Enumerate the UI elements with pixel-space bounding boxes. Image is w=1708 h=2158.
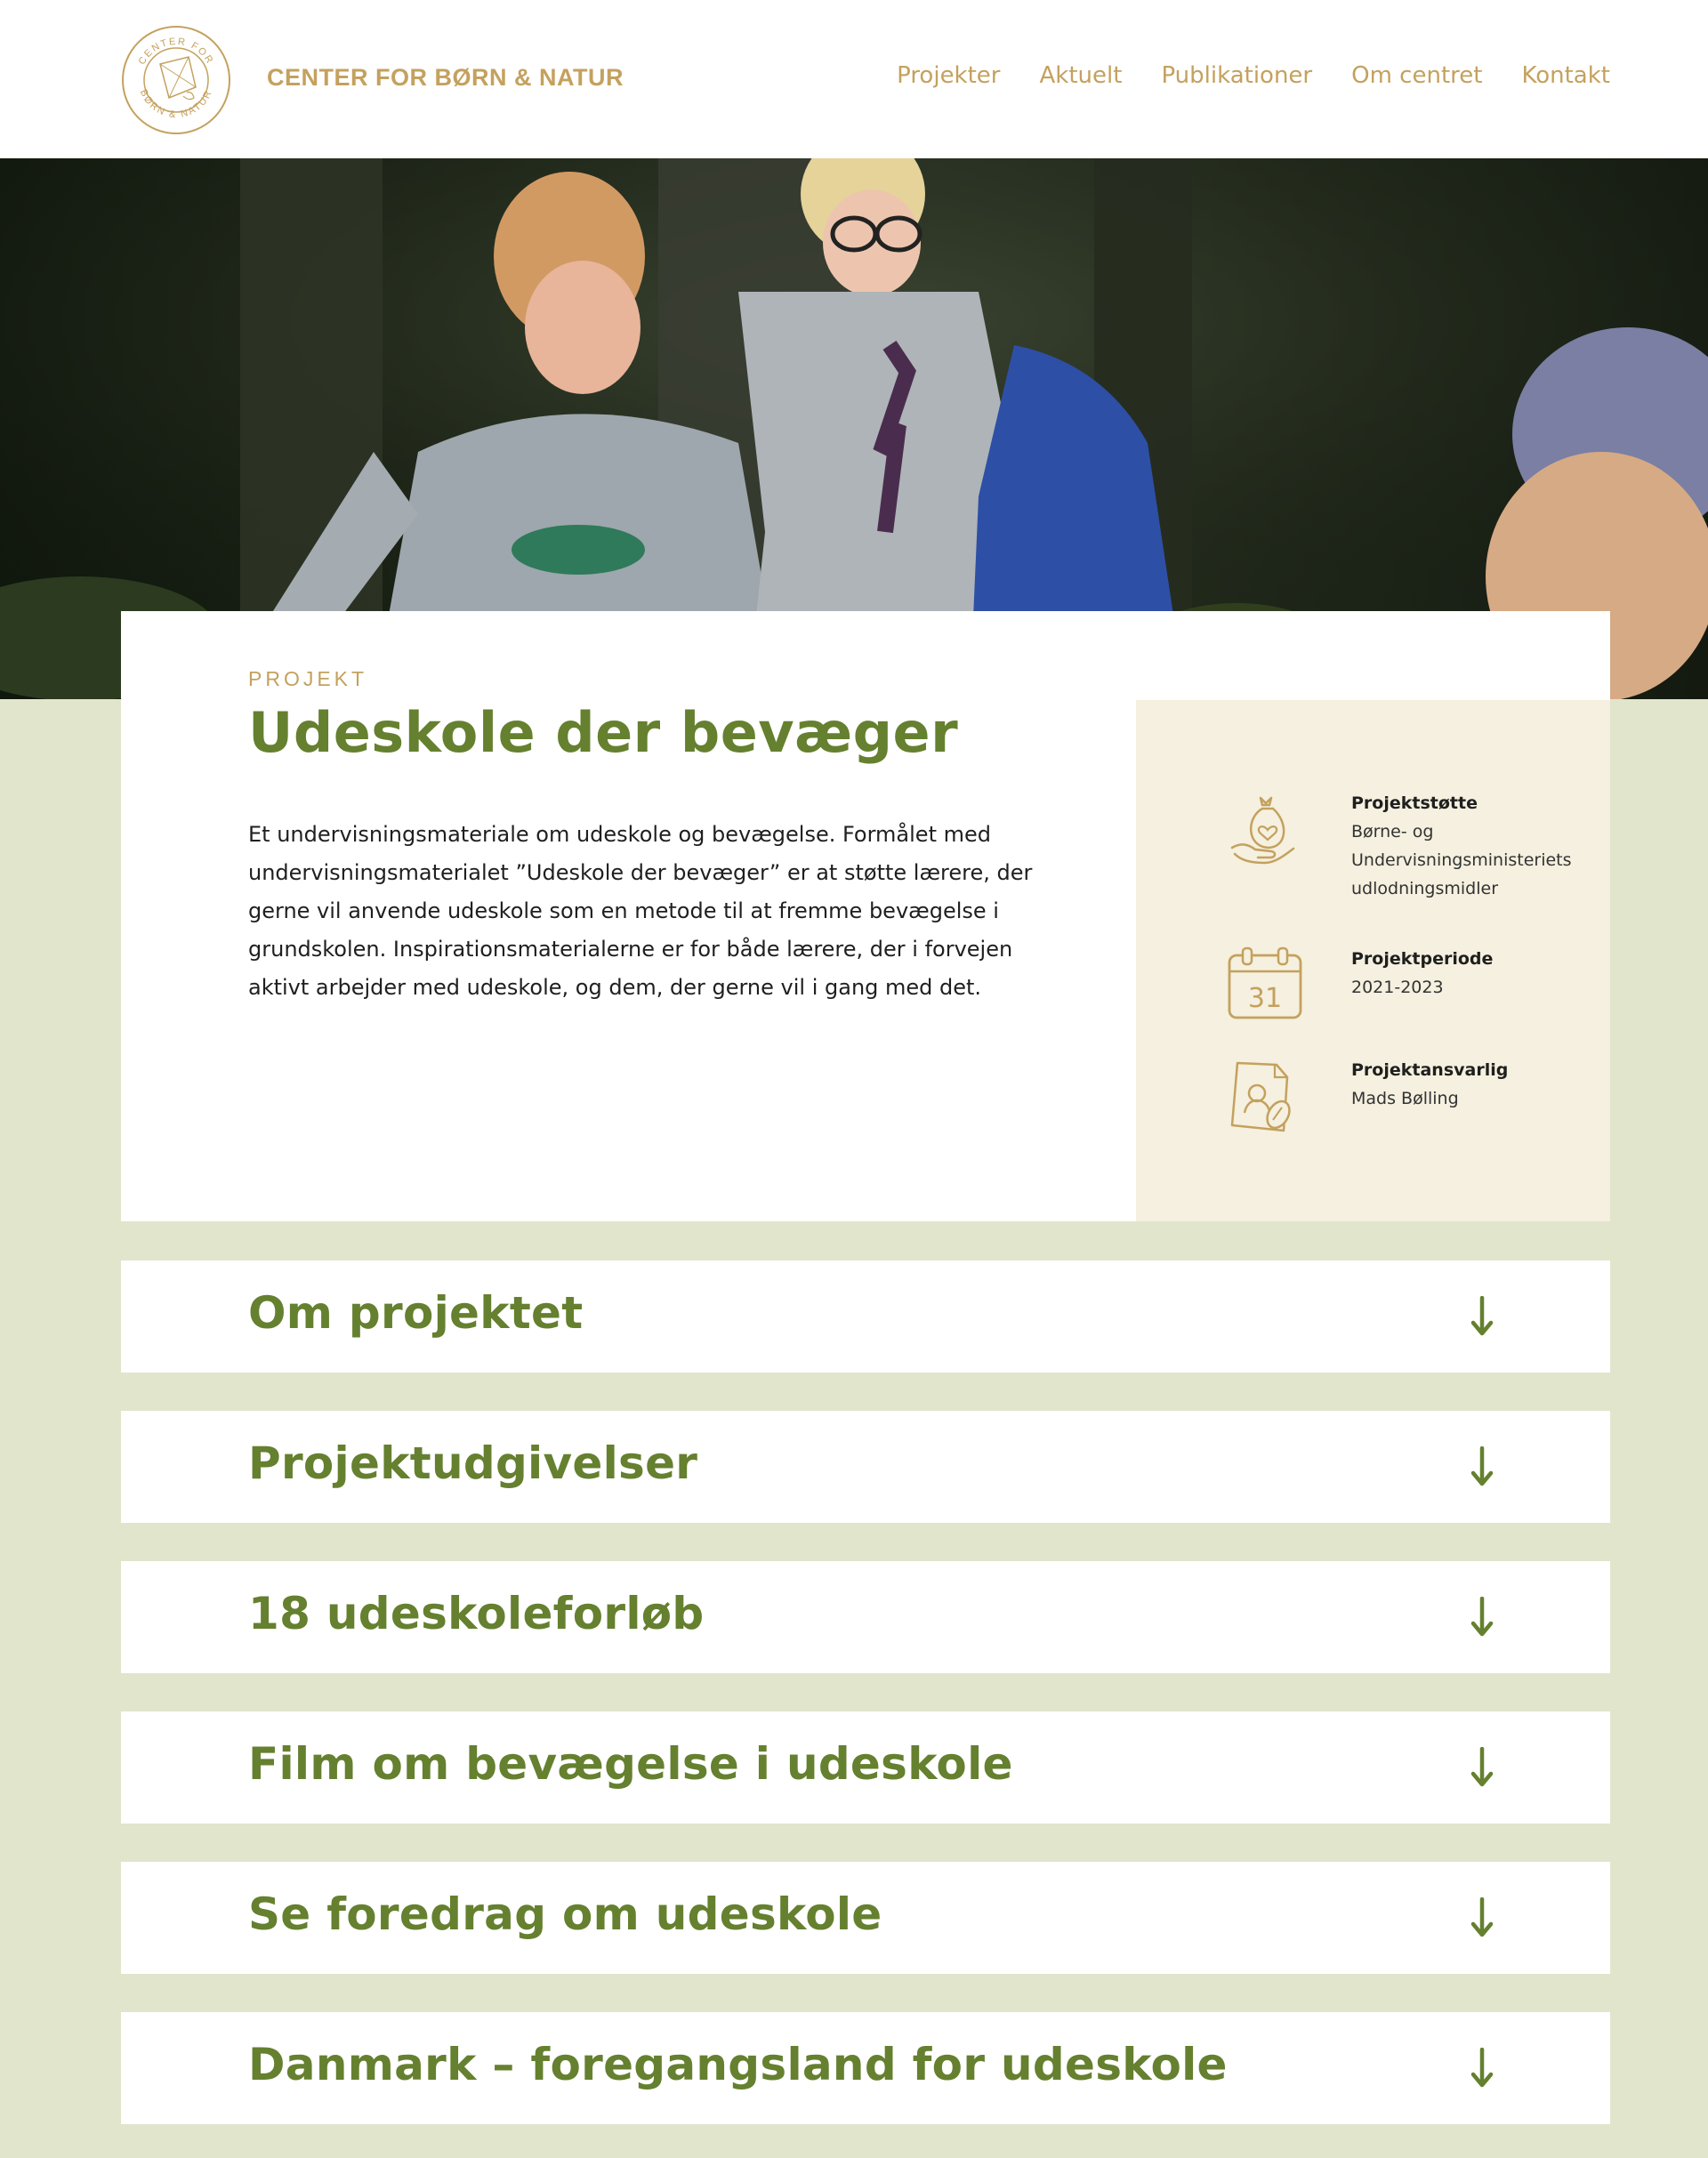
nav-aktuelt[interactable]: Aktuelt <box>1039 62 1123 89</box>
accordion-om-projektet[interactable] <box>121 1260 1610 1373</box>
accordion-title: Projektudgivelser <box>248 1437 698 1489</box>
accordion-foredrag[interactable] <box>121 1862 1610 1974</box>
logo-ring-top-text: CENTER FOR <box>136 36 216 67</box>
lead-line: gerne vil anvende udeskole som en metode til at fremme bevægelse i <box>248 898 999 923</box>
site-header <box>0 0 1708 158</box>
accordion-projektudgivelser[interactable] <box>121 1411 1610 1523</box>
svg-text:BØRN & NATUR <box>138 88 214 120</box>
meta-support-value-line: udlodningsmidler <box>1351 879 1499 898</box>
project-meta-panel <box>1136 700 1610 1221</box>
brand-name[interactable]: CENTER FOR BØRN & NATUR <box>267 64 624 91</box>
arrow-down-icon <box>1470 1446 1494 1487</box>
page-title: Udeskole der bevæger <box>248 700 959 765</box>
project-card <box>121 611 1610 1221</box>
meta-period-value: 2021-2023 <box>1351 978 1444 997</box>
accordion-title: 18 udeskoleforløb <box>248 1588 705 1639</box>
accordion-title: Film om bevægelse i udeskole <box>248 1738 1013 1790</box>
logo-ring-bottom-text: BØRN & NATUR <box>137 87 215 121</box>
svg-text:CENTER FOR <box>137 36 216 67</box>
meta-responsible <box>1225 1056 1599 1140</box>
accordion-title: Om projektet <box>248 1287 584 1339</box>
meta-responsible-text <box>1351 1056 1591 1113</box>
meta-support-value-line: Undervisningsministeriets <box>1351 850 1572 870</box>
meta-period-text <box>1351 945 1591 1002</box>
nav-publikationer[interactable]: Publikationer <box>1161 62 1313 89</box>
meta-responsible-value[interactable]: Mads Bølling <box>1351 1089 1459 1108</box>
arrow-down-icon <box>1470 1747 1494 1788</box>
calendar-icon <box>1225 945 1305 1025</box>
nav-projekter[interactable]: Projekter <box>897 62 1001 89</box>
meta-period-label: Projektperiode <box>1351 949 1494 969</box>
accordion-film[interactable] <box>121 1711 1610 1824</box>
arrow-down-icon <box>1470 1296 1494 1337</box>
lead-line: aktivt arbejder med udeskole, og dem, der gerne vil i gang med det. <box>248 975 982 1000</box>
main-nav <box>897 62 1610 89</box>
nav-kontakt[interactable]: Kontakt <box>1521 62 1610 89</box>
arrow-down-icon <box>1470 2048 1494 2089</box>
accordion-title: Se foredrag om udeskole <box>248 1888 882 1940</box>
nav-om-centret[interactable]: Om centret <box>1351 62 1483 89</box>
meta-support <box>1225 789 1599 898</box>
lead-line: grundskolen. Inspirationsmaterialerne er for både lærere, der i forvejen <box>248 937 1013 962</box>
arrow-down-icon <box>1470 1597 1494 1638</box>
project-lead-text <box>248 816 1049 1007</box>
lead-line: undervisningsmaterialet ”Udeskole der bevæger” er at støtte lærere, der <box>248 860 1033 885</box>
arrow-down-icon <box>1470 1897 1494 1938</box>
money-bag-hand-icon <box>1225 789 1305 869</box>
accordion-danmark-foregangsland[interactable] <box>121 2012 1610 2124</box>
meta-support-value-line: Børne- og <box>1351 822 1434 841</box>
accordion-title: Danmark – foregangsland for udeskole <box>248 2039 1228 2090</box>
calendar-day-number: 31 <box>1247 983 1283 1014</box>
accordion-18-udeskoleforlob[interactable] <box>121 1561 1610 1673</box>
lead-line: Et undervisningsmateriale om udeskole og bevægelse. Formålet med <box>248 822 991 847</box>
meta-support-text <box>1351 789 1591 903</box>
meta-responsible-label: Projektansvarlig <box>1351 1060 1509 1080</box>
center-logo-icon[interactable] <box>121 25 231 135</box>
meta-support-label: Projektstøtte <box>1351 793 1478 813</box>
eyebrow-label: PROJEKT <box>248 667 368 690</box>
person-document-icon <box>1225 1056 1305 1136</box>
meta-period <box>1225 945 1599 1025</box>
